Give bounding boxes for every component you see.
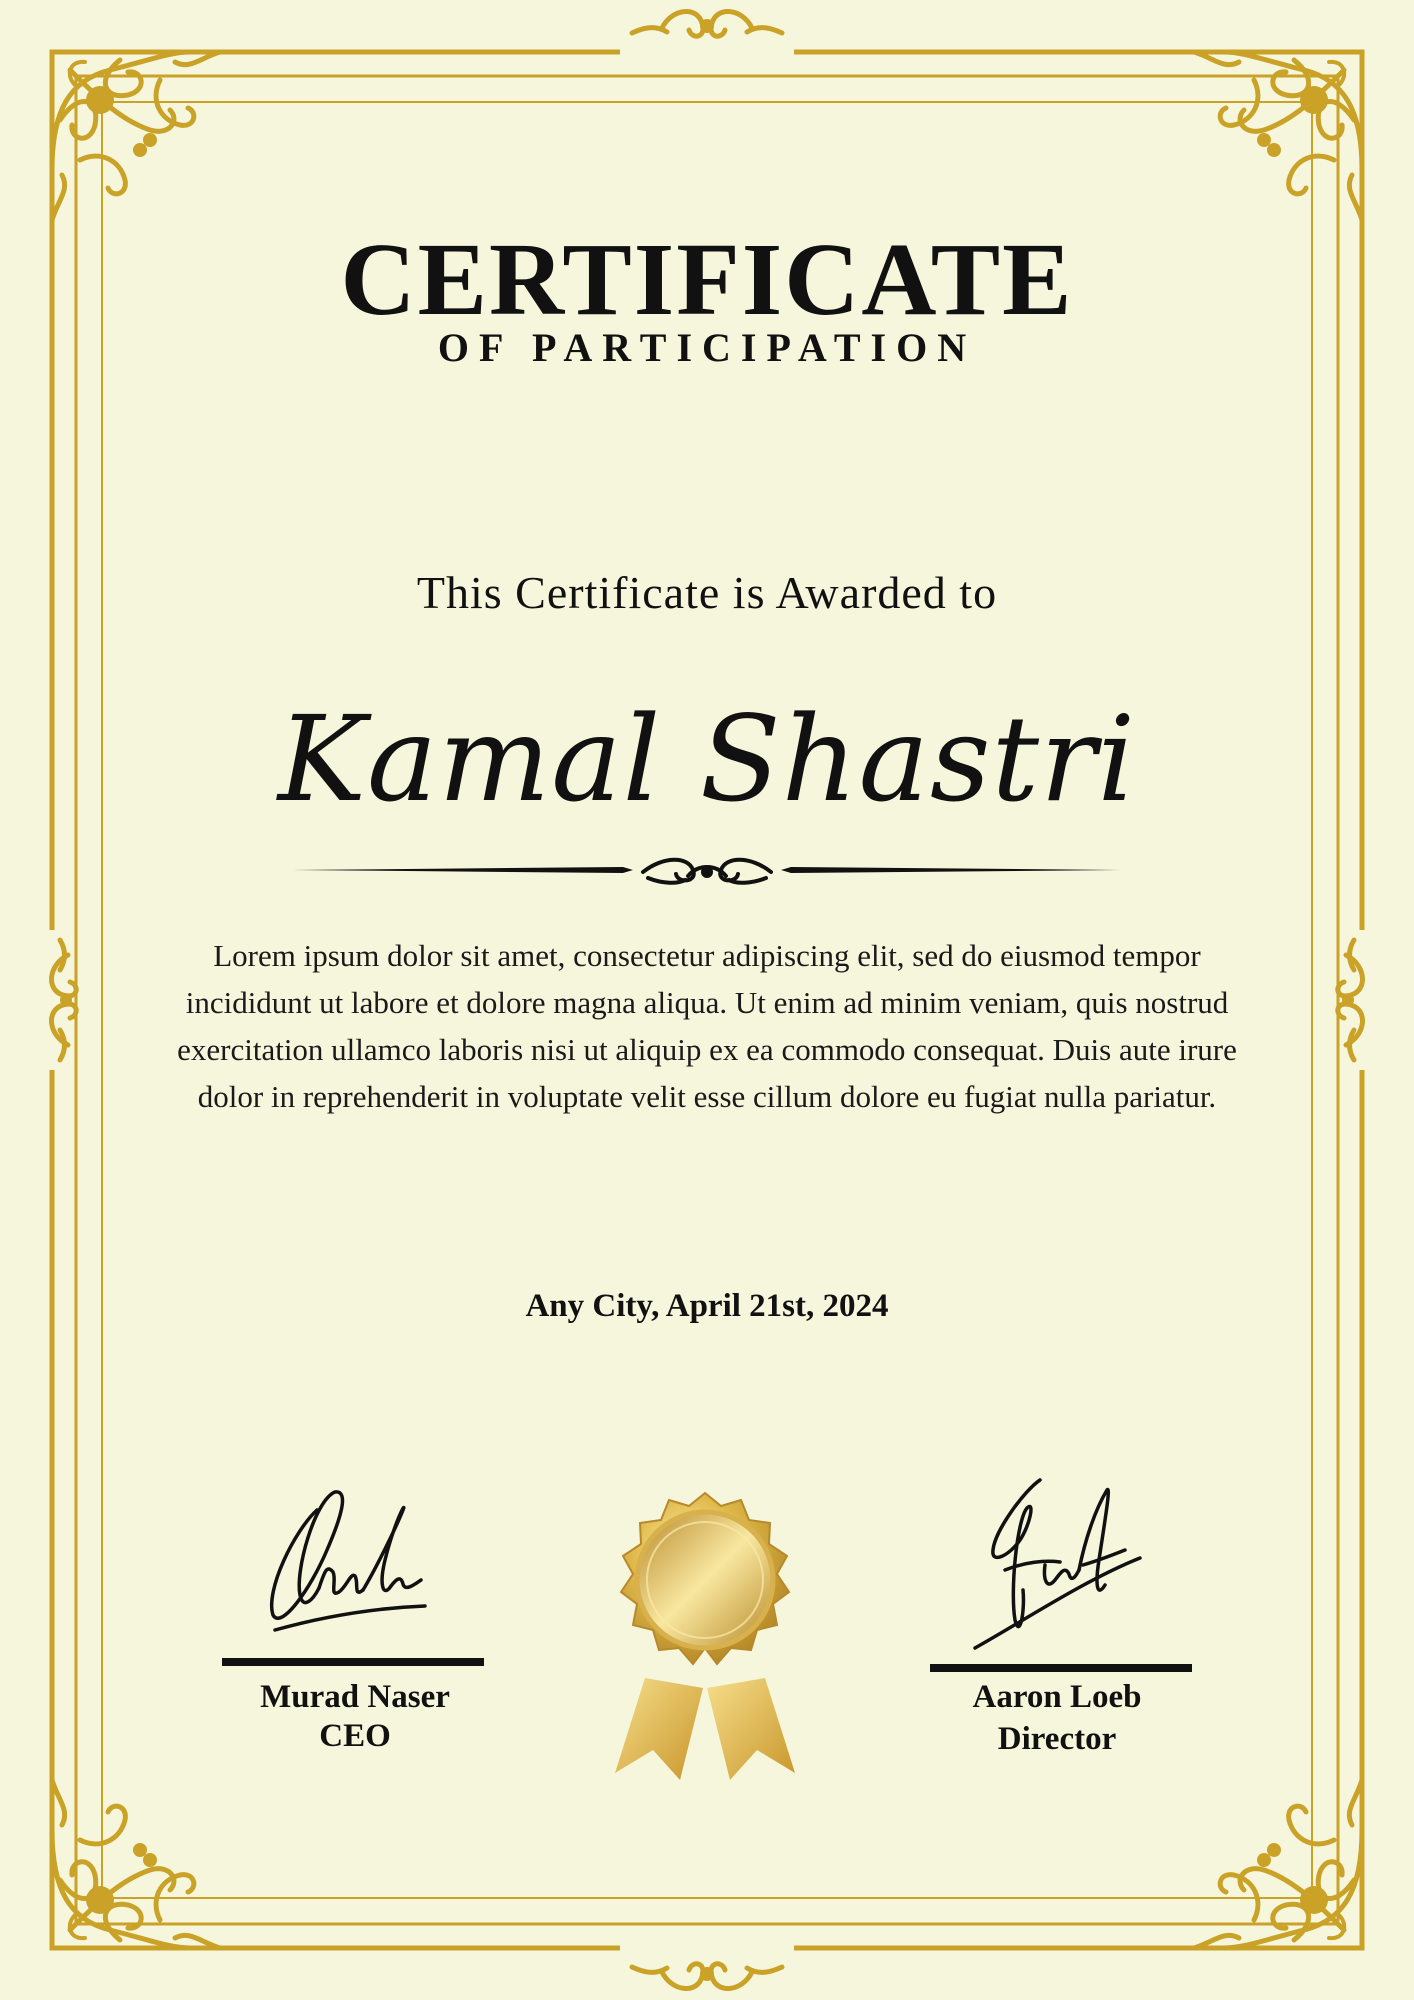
signature-line-left <box>222 1658 484 1666</box>
place-and-date: Any City, April 21st, 2024 <box>525 1288 889 1324</box>
certificate-subtitle: OF PARTICIPATION <box>437 325 977 370</box>
awarded-to-label: This Certificate is Awarded to <box>416 567 998 618</box>
signatory-role: Director <box>997 1721 1117 1757</box>
signatory-name: Aaron Loeb <box>972 1679 1142 1715</box>
signature-line-right <box>930 1664 1192 1672</box>
recipient-name: Kamal Shastri <box>277 690 1137 828</box>
certificate-body-text: Lorem ipsum dolor sit amet, consectetur adipiscing elit, sed do eiusmod tempor incididunt ut labore et dolore magna aliqua. Ut enim ad minim veniam, quis nostrud exercitation ullamco laboris nisi ut aliquip ex ea commodo consequat. Duis aute irure dolor in reprehenderit in voluptate velit esse cillum dolore eu fugiat nulla pariatur. <box>177 938 1237 1114</box>
signature-murad-naser-icon <box>255 1480 455 1640</box>
gold-seal-ribbon-icon <box>585 1488 825 1788</box>
signature-aaron-loeb-icon <box>965 1470 1155 1660</box>
certificate-title: CERTIFICATE <box>340 222 1074 337</box>
signatory-name: Murad Naser <box>260 1679 450 1715</box>
signatory-role: CEO <box>319 1718 391 1754</box>
flourish-divider-icon <box>293 850 1121 890</box>
